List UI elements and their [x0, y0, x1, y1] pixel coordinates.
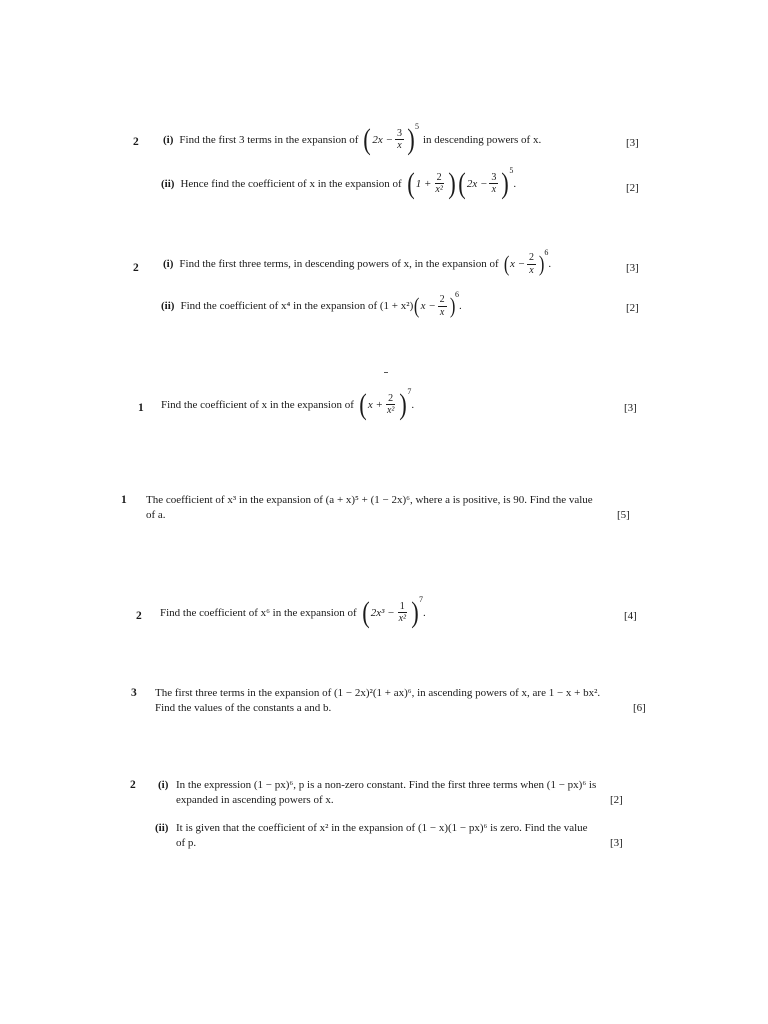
question-text: Hence find the coefficient of x in the expansion of	[180, 177, 402, 190]
question-text: Find the coefficient of x in the expansion of	[161, 398, 354, 411]
question-text: The coefficient of x³ in the expansion of (a + x)⁵ + (1 − 2x)⁶, where a is positive, is 90. Find the value	[146, 494, 593, 506]
question-number: 2	[133, 262, 139, 274]
part-label: (i)	[163, 258, 174, 270]
math-expression: 2x −	[372, 133, 393, 146]
part-label: (i)	[163, 133, 174, 146]
marks: [4]	[624, 610, 637, 622]
question-text: of p.	[176, 837, 197, 849]
question-text: .	[548, 258, 552, 270]
exponent: 7	[407, 387, 412, 396]
exponent: 6	[544, 248, 549, 257]
math-expression: 2x³ −	[370, 606, 395, 619]
question-line: Find the coefficient of x⁶ in the expansion of ( 2x³ − $\frac{1}{\text{x²}}$ ) 7 .	[160, 595, 426, 629]
question-part: (i) Find the first three terms, in descending powers of x, in the expansion of ( x − $\frac{2}{x}$ ) 6 .	[163, 248, 552, 277]
question-text: Find the first 3 terms in the expansion of	[179, 133, 359, 146]
question-text: expanded in ascending powers of x.	[176, 794, 334, 806]
part-label: (ii)	[161, 177, 175, 190]
question-number: 2	[130, 779, 136, 791]
question-text: .	[411, 398, 415, 411]
question-text: of a.	[146, 509, 166, 521]
fraction: $\frac{2}{x}$	[529, 252, 535, 276]
question-number: 3	[131, 687, 137, 699]
question-text: Find the coefficient of x⁴ in the expansion of (1 + x²)	[180, 300, 414, 312]
fraction: $\frac{1}{\text{x²}}$	[398, 600, 406, 624]
question-text: Find the first three terms, in descending powers of x, in the expansion of	[179, 258, 499, 270]
question-part: (ii) Hence find the coefficient of x in the expansion of ( 1 + $\frac{2}{\text{x²}}$ ) ( 2x − $\frac{3}{x}$ ) 5 .	[161, 166, 517, 200]
marks: [3]	[626, 262, 639, 274]
exponent: 6	[454, 290, 459, 299]
question-text: .	[458, 300, 462, 312]
question-line: Find the coefficient of x in the expansion of ( x + $\frac{2}{\text{x²}}$ ) 7 .	[161, 387, 415, 421]
fraction: $\frac{3}{x}$	[491, 171, 497, 195]
fraction: $\frac{3}{x}$	[396, 127, 402, 151]
exponent: 5	[509, 166, 514, 175]
fraction: $\frac{2}{x}$	[439, 294, 445, 318]
math-expression: x −	[509, 258, 526, 270]
math-expression: x −	[420, 300, 436, 312]
fraction: $\frac{2}{\text{x²}}$	[386, 392, 395, 416]
marks: [2]	[610, 794, 623, 806]
part-label: (ii)	[155, 822, 169, 834]
question-text: The first three terms in the expansion of (1 − 2x)²(1 + ax)⁶, in ascending powers of x, are 1 − x + bx².	[155, 687, 601, 699]
question-number: 1	[138, 402, 144, 414]
question-number: 1	[121, 494, 127, 506]
question-number: 2	[133, 136, 139, 148]
marks: [5]	[617, 509, 630, 521]
math-expression: 1 +	[415, 177, 432, 190]
question-text: in descending powers of x.	[422, 133, 542, 146]
question-text: In the expression (1 − px)⁶, p is a non-zero constant. Find the first three terms when (1 − px)⁶ is	[176, 779, 597, 791]
part-label: (i)	[158, 779, 169, 791]
exponent: 5	[414, 122, 419, 131]
marks: [2]	[626, 182, 639, 194]
stray-mark	[384, 372, 388, 373]
question-text: .	[513, 177, 517, 190]
marks: [2]	[626, 302, 639, 314]
question-text: Find the values of the constants a and b.	[155, 702, 332, 714]
question-text: It is given that the coefficient of x² in the expansion of (1 − x)(1 − px)⁶ is zero. Find the value	[176, 822, 588, 834]
question-part: (ii) Find the coefficient of x⁴ in the expansion of (1 + x²) ( x − $\frac{2}{x}$ ) 6 .	[161, 290, 462, 319]
exponent: 7	[419, 595, 423, 604]
math-expression: x +	[367, 398, 383, 411]
marks: [3]	[624, 402, 637, 414]
marks: [3]	[610, 837, 623, 849]
math-expression: 2x −	[466, 177, 488, 190]
part-label: (ii)	[161, 300, 175, 312]
question-number: 2	[136, 610, 142, 622]
marks: [6]	[633, 702, 646, 714]
fraction: $\frac{2}{\text{x²}}$	[435, 171, 443, 195]
question-text: .	[423, 606, 426, 619]
question-text: Find the coefficient of x⁶ in the expansion of	[160, 606, 357, 619]
question-part: (i) Find the first 3 terms in the expansion of ( 2x − $\frac{3}{x}$ ) 5 in descending powers of x.	[163, 122, 542, 156]
marks: [3]	[626, 137, 639, 149]
